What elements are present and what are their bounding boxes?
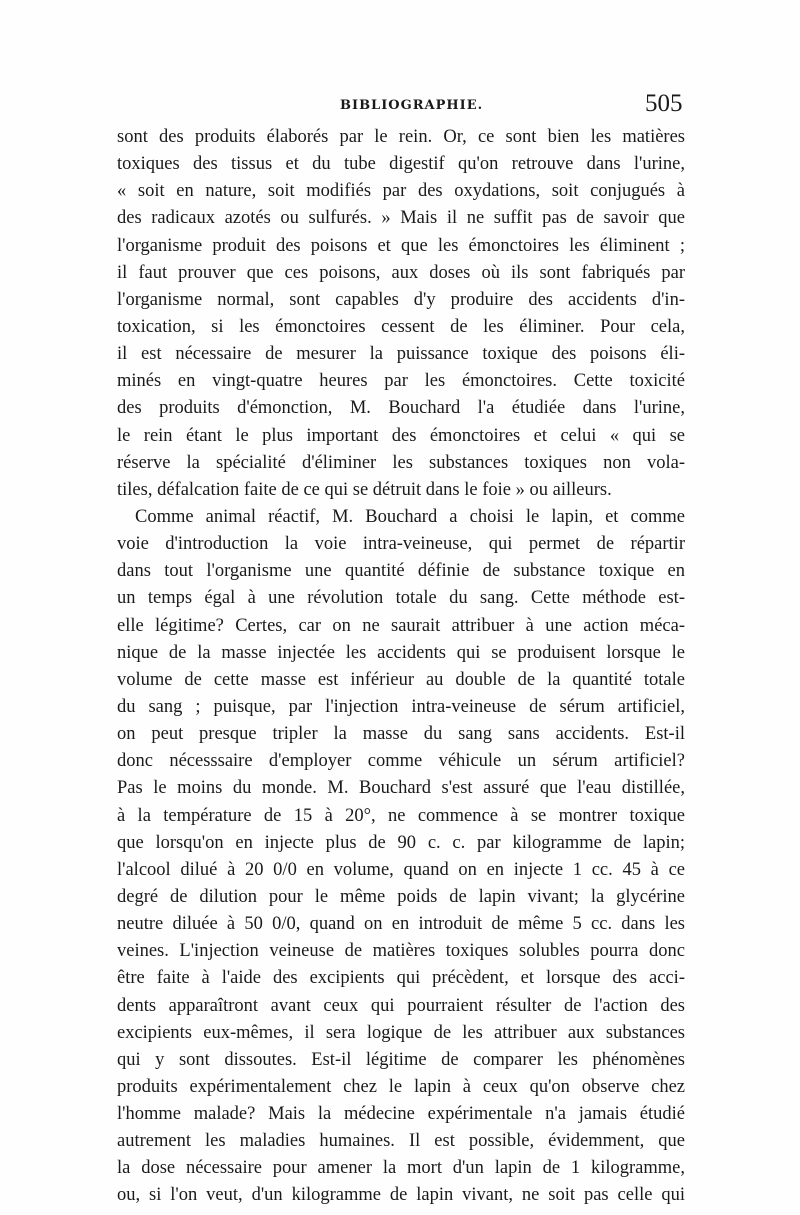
text-line: nique de la masse injectée les accidents qui se produisent lorsque le <box>117 642 685 663</box>
text-line: Pas le moins du monde. M. Bouchard s'est assuré que l'eau distillée, <box>117 778 685 799</box>
text-line: excipients eux-mêmes, il sera logique de les attribuer aux substances <box>117 1022 685 1043</box>
text-line: on peut presque tripler la masse du sang sans accidents. Est-il <box>117 724 685 745</box>
text-line: degré de dilution pour le même poids de lapin vivant; la glycérine <box>117 886 685 907</box>
body-text <box>117 124 685 1210</box>
text-line: produits expérimentalement chez le lapin à ceux qu'on observe chez <box>117 1076 685 1097</box>
text-line: Comme animal réactif, M. Bouchard a choisi le lapin, et comme <box>135 506 685 527</box>
text-line: « soit en nature, soit modifiés par des oxydations, soit conjugués à <box>117 181 685 202</box>
text-line: le rein étant le plus important des émonctoires et celui « qui se <box>117 425 685 446</box>
text-line: un temps égal à une révolution totale du sang. Cette méthode est- <box>117 588 685 609</box>
text-line: voie d'introduction la voie intra-veineuse, qui permet de répartir <box>117 534 685 555</box>
text-line: que lorsqu'on en injecte plus de 90 c. c. par kilogramme de lapin; <box>117 832 685 853</box>
text-line: dents apparaîtront avant ceux qui pourraient résulter de l'action des <box>117 995 685 1016</box>
running-head: BIBLIOGRAPHIE. <box>340 98 484 113</box>
text-line: toxiques des tissus et du tube digestif qu'on retrouve dans l'urine, <box>117 154 685 175</box>
text-line: sont des produits élaborés par le rein. Or, ce sont bien les matières <box>117 127 685 147</box>
text-line: minés en vingt-quatre heures par les émonctoires. Cette toxicité <box>117 371 685 392</box>
text-line: l'organisme produit des poisons et que les émonctoires les éliminent ; <box>117 235 685 256</box>
text-line: des produits d'émonction, M. Bouchard l'a étudiée dans l'urine, <box>117 398 685 419</box>
text-line: l'organisme normal, sont capables d'y produire des accidents d'in- <box>117 289 685 310</box>
text-line: du sang ; puisque, par l'injection intra-veineuse de sérum artificiel, <box>117 696 685 717</box>
text-line: autrement les maladies humaines. Il est possible, évidemment, que <box>117 1131 685 1152</box>
text-line: donc nécesssaire d'employer comme véhicule un sérum artificiel? <box>117 751 685 772</box>
text-line: veines. L'injection veineuse de matières toxiques solubles pourra donc <box>117 941 685 962</box>
page-number: 505 <box>645 90 683 117</box>
text-line: il faut prouver que ces poisons, aux doses où ils sont fabriqués par <box>117 262 685 283</box>
text-line: l'alcool dilué à 20 0/0 en volume, quand on en injecte 1 cc. 45 à ce <box>117 859 685 880</box>
text-line: la dose nécessaire pour amener la mort d'un lapin de 1 kilogramme, <box>117 1158 685 1179</box>
text-line: volume de cette masse est inférieur au double de la quantité totale <box>117 669 685 690</box>
text-line: qui y sont dissoutes. Est-il légitime de comparer les phénomènes <box>117 1049 685 1070</box>
text-line: neutre diluée à 50 0/0, quand on en introduit de même 5 cc. dans les <box>117 914 685 935</box>
text-line: réserve la spécialité d'éliminer les substances toxiques non vola- <box>117 452 685 473</box>
text-line: à la température de 15 à 20°, ne commence à se montrer toxique <box>117 805 685 826</box>
text-line: être faite à l'aide des excipients qui précèdent, et lorsque des acci- <box>117 968 685 989</box>
text-line: des radicaux azotés ou sulfurés. » Mais il ne suffit pas de savoir que <box>117 208 685 229</box>
text-line: elle légitime? Certes, car on ne saurait attribuer à une action méca- <box>117 615 685 636</box>
text-line: ou, si l'on veut, d'un kilogramme de lapin vivant, ne soit pas celle qui <box>117 1185 685 1206</box>
text-line: il est nécessaire de mesurer la puissance toxique des poisons éli- <box>117 344 685 365</box>
text-line: toxication, si les émonctoires cessent de les éliminer. Pour cela, <box>117 316 685 337</box>
text-line: l'homme malade? Mais la médecine expérimentale n'a jamais étudié <box>117 1104 685 1125</box>
text-line: dans tout l'organisme une quantité définie de substance toxique en <box>117 561 685 582</box>
text-line: tiles, défalcation faite de ce qui se détruit dans le foie » ou ailleurs. <box>117 479 612 500</box>
